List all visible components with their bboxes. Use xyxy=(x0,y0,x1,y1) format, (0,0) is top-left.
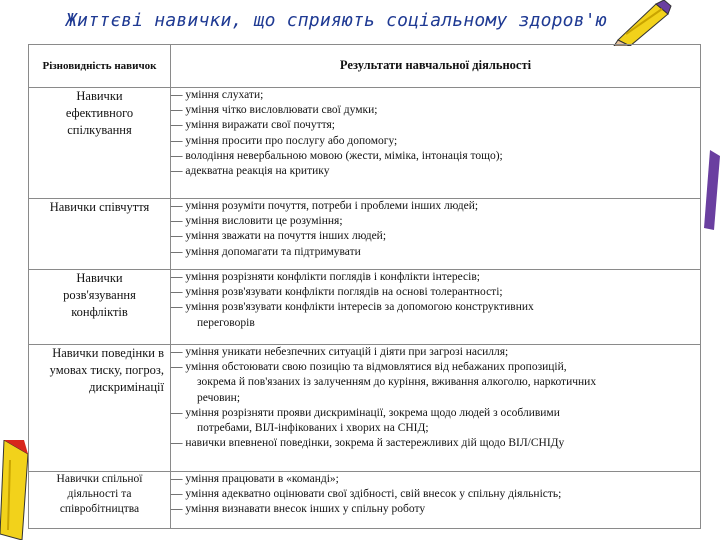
result-line: — уміння висловити це розуміння; xyxy=(171,215,343,228)
skill-cell: Навички співчуття xyxy=(29,199,171,270)
result-line: — володіння невербальною мовою (жести, міміка, інтонація тощо); xyxy=(171,149,503,162)
result-line: — уміння обстоювати свою позицію та відмовлятися від небажаних пропозицій, xyxy=(171,361,567,374)
results-cell xyxy=(171,270,701,345)
table-row xyxy=(29,270,701,345)
result-line: — уміння розуміти почуття, потреби і проблеми інших людей; xyxy=(171,200,479,212)
pencil-icon xyxy=(612,0,672,46)
header-skill-type: Різновидність навичок xyxy=(29,45,171,88)
table-row xyxy=(29,345,701,472)
results-cell xyxy=(171,345,701,472)
skills-table xyxy=(28,44,701,529)
results-cell xyxy=(171,88,701,199)
crayon-icon xyxy=(0,440,30,540)
result-line: — уміння розрізняти конфлікти поглядів і конфлікти інтересів; xyxy=(171,271,480,283)
result-line: — уміння розрізняти прояви дискримінації, зокрема щодо людей з особливими xyxy=(171,406,560,419)
skill-cell: Навички поведінки в умовах тиску, погроз, дискримінації xyxy=(29,345,171,472)
result-line: потребами, ВІЛ-інфікованих і хворих на СНІД; xyxy=(197,422,429,435)
result-line: — уміння уникати небезпечних ситуацій і діяти при загрозі насилля; xyxy=(171,346,509,358)
result-line: — уміння працювати в «команді»; xyxy=(171,473,339,485)
results-cell xyxy=(171,199,701,270)
result-line: — уміння визнавати внесок інших у спільну роботу xyxy=(171,503,426,516)
result-line: — уміння просити про послугу або допомогу; xyxy=(171,134,398,147)
result-line: — уміння розв'язувати конфлікти поглядів на основі толерантності; xyxy=(171,286,503,299)
result-line: переговорів xyxy=(197,316,255,329)
result-line: речовин; xyxy=(197,391,241,404)
header-results: Результати навчальної діяльності xyxy=(171,45,701,88)
result-line: — уміння розв'язувати конфлікти інтересів за допомогою конструктивних xyxy=(171,301,534,314)
table-row xyxy=(29,88,701,199)
skill-cell: Навички спільної діяльності та співробітництва xyxy=(29,472,171,529)
table-row xyxy=(29,199,701,270)
table-row xyxy=(29,472,701,529)
result-line: — уміння зважати на почуття інших людей; xyxy=(171,230,387,243)
skill-cell: Навички ефективного спілкування xyxy=(29,88,171,199)
results-cell xyxy=(171,472,701,529)
pen-icon xyxy=(700,150,720,230)
result-line: — уміння виражати свої почуття; xyxy=(171,119,335,132)
skill-cell: Навички розв'язування конфліктів xyxy=(29,270,171,345)
result-line: — адекватна реакція на критику xyxy=(171,165,330,178)
result-line: — уміння допомагати та підтримувати xyxy=(171,245,361,258)
table-header-row xyxy=(29,45,701,88)
result-line: — уміння слухати; xyxy=(171,89,264,101)
result-line: — уміння адекватно оцінювати свої здібності, свій внесок у спільну діяльність; xyxy=(171,488,562,501)
page-title: Життєві навички, що сприяють соціальному здоров'ю xyxy=(66,10,607,31)
result-line: зокрема й пов'язаних із залученням до куріння, вживання алкоголю, наркотичних xyxy=(197,376,597,389)
result-line: — уміння чітко висловлювати свої думки; xyxy=(171,104,378,117)
result-line: — навички впевненої поведінки, зокрема й застережливих дій щодо ВІЛ/СНІДу xyxy=(171,437,565,450)
